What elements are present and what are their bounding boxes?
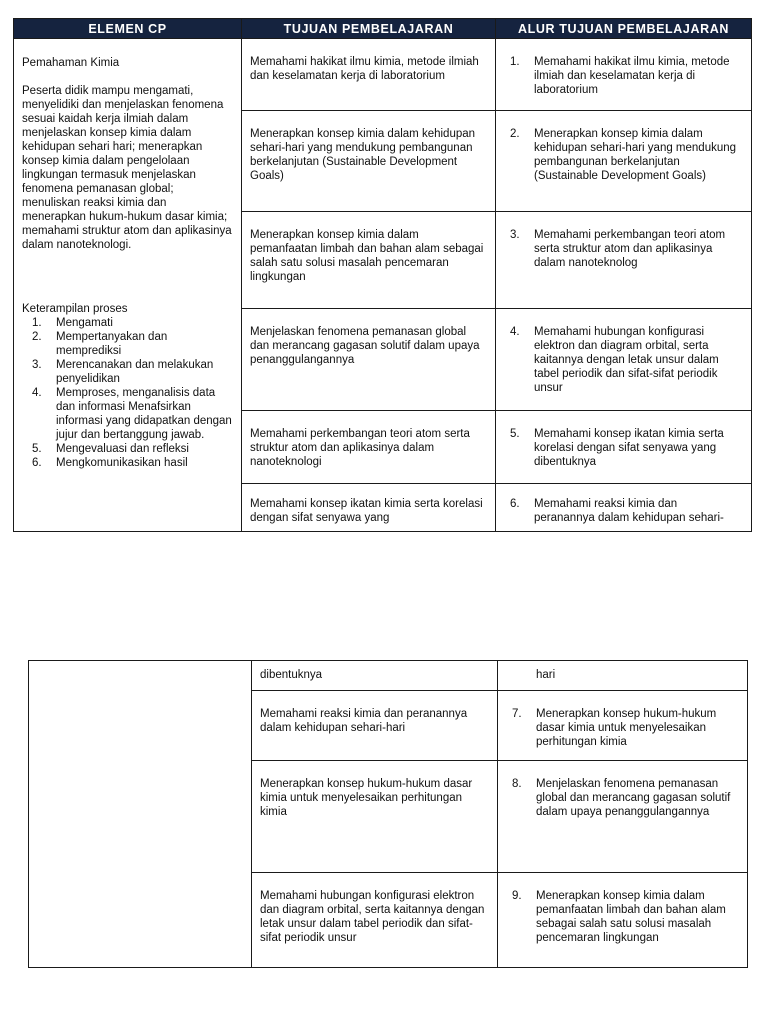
tujuan-cell: Menjelaskan fenomena pemanasan global dan merancang gagasan solutif dalam upaya penanggulangannya: [242, 309, 496, 411]
alur-cell: 3. Memahami perkembangan teori atom serta struktur atom dan aplikasinya dalam nanoteknolog: [496, 212, 752, 309]
alur-cell: 5. Memahami konsep ikatan kimia serta korelasi dengan sifat senyawa yang dibentuknya: [496, 411, 752, 484]
alur-cell: 7. Menerapkan konsep hukum-hukum dasar kimia untuk menyelesaikan perhitungan kimia: [498, 691, 748, 761]
alur-cell: 9. Menerapkan konsep kimia dalam pemanfaatan limbah dan bahan alam sebagai salah satu solusi masalah pencemaran lingkungan: [498, 873, 748, 968]
alur-cell: 1. Memahami hakikat ilmu kimia, metode ilmiah dan keselamatan kerja di laboratorium: [496, 39, 752, 111]
list-item: 3. Merencanakan dan melakukan penyelidikan: [32, 359, 214, 385]
tujuan-cell: Memahami konsep ikatan kimia serta korelasi dengan sifat senyawa yang: [242, 484, 496, 532]
list-item: 4. Memproses, menganalisis data dan informasi Menafsirkan informasi yang didapatkan dengan jujur dan bertanggung jawab.: [32, 387, 232, 441]
tujuan-cell: Menerapkan konsep hukum-hukum dasar kimia untuk menyelesaikan perhitungan kimia: [252, 761, 498, 873]
header-tujuan-pembelajaran: TUJUAN PEMBELAJARAN: [242, 19, 496, 39]
tujuan-cell: Menerapkan konsep kimia dalam kehidupan sehari-hari yang mendukung pembangunan berkelanjutan (Sustainable Development Goals): [242, 111, 496, 212]
elemen-cp-cell: [14, 39, 242, 532]
skills-list: [22, 316, 233, 470]
alur-cell: 4. Memahami hubungan konfigurasi elektron dan diagram orbital, serta kaitannya dengan letak unsur dalam tabel periodik dan sifat-sifat periodik unsur: [496, 309, 752, 411]
elemen-description: Peserta didik mampu mengamati, menyelidiki dan menjelaskan fenomena sesuai kaidah kerja ilmiah dalam menjelaskan konsep kimia dalam kehidupan sehari hari; menerapkan konsep kimia dalam pengelolaan lingkungan termasuk menjelaskan fenomena pemanasan global; menuliskan reaksi kimia dan menerapkan hukum-hukum dasar kimia; memahami struktur atom dan aplikasinya dalam nanoteknologi.: [22, 85, 232, 251]
elemen-title: Pemahaman Kimia: [22, 57, 120, 69]
elemen-cp-cell-continued: [29, 661, 252, 968]
tujuan-cell: Memahami hubungan konfigurasi elektron dan diagram orbital, serta kaitannya dengan letak unsur dalam tabel periodik dan sifat-sifat periodik unsur: [252, 873, 498, 968]
tujuan-cell: Memahami reaksi kimia dan peranannya dalam kehidupan sehari-hari: [252, 691, 498, 761]
list-item: 2. Mempertanyakan dan memprediksi: [32, 331, 168, 357]
curriculum-table-page-2: [28, 660, 748, 968]
header-alur-tujuan-pembelajaran: ALUR TUJUAN PEMBELAJARAN: [496, 19, 752, 39]
curriculum-table-page-1: [13, 18, 752, 532]
list-item: 6. Mengkomunikasikan hasil: [32, 457, 188, 469]
header-elemen-cp: ELEMEN CP: [14, 19, 242, 39]
tujuan-cell: Memahami perkembangan teori atom serta struktur atom dan aplikasinya dalam nanoteknologi: [242, 411, 496, 484]
tujuan-cell: Menerapkan konsep kimia dalam pemanfaatan limbah dan bahan alam sebagai salah satu solusi masalah pencemaran lingkungan: [242, 212, 496, 309]
alur-cell: 6. Memahami reaksi kimia dan peranannya dalam kehidupan sehari-: [496, 484, 752, 532]
tujuan-cell: dibentuknya: [252, 661, 498, 691]
list-item: 5. Mengevaluasi dan refleksi: [32, 443, 189, 455]
list-item: 1. Mengamati: [32, 317, 113, 329]
alur-cell: 2. Menerapkan konsep kimia dalam kehidupan sehari-hari yang mendukung pembangunan berkelanjutan (Sustainable Development Goals): [496, 111, 752, 212]
alur-cell: hari: [498, 661, 748, 691]
alur-cell: 8. Menjelaskan fenomena pemanasan global dan merancang gagasan solutif dalam upaya penanggulangannya: [498, 761, 748, 873]
tujuan-cell: Memahami hakikat ilmu kimia, metode ilmiah dan keselamatan kerja di laboratorium: [242, 39, 496, 111]
skills-title: Keterampilan proses: [22, 303, 128, 315]
